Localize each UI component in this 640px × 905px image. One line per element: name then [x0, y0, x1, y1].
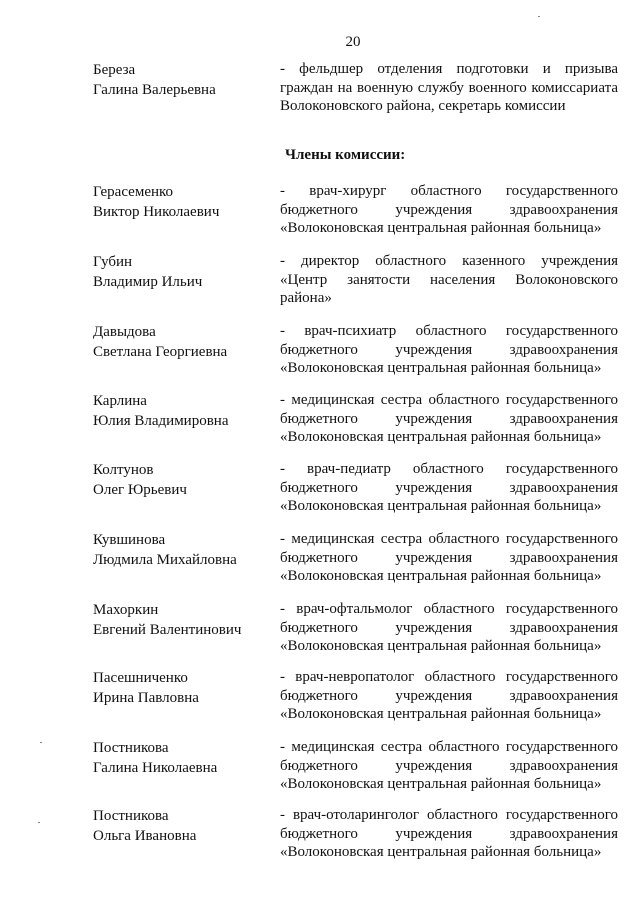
- member-role: - врач-отоларинголог областного государственного бюджетного учреждения здравоохранения «Волоконовская центральная районная больница»: [280, 807, 618, 860]
- member-name: [93, 460, 273, 500]
- member-last-name: Постникова: [93, 808, 169, 824]
- member-name: [93, 252, 273, 292]
- member-first-names: Галина Николаевна: [93, 760, 218, 776]
- member-first-names: Виктор Николаевич: [93, 204, 220, 220]
- member-last-name: Постникова: [93, 740, 169, 756]
- member-first-names: Олег Юрьевич: [93, 482, 187, 498]
- member-role: - медицинская сестра областного государственного бюджетного учреждения здравоохранения «Волоконовская центральная районная больница»: [280, 739, 618, 792]
- scan-speck: [40, 742, 42, 743]
- scan-speck: [538, 16, 540, 17]
- member-name: [93, 391, 273, 431]
- member-role: - врач-невропатолог областного государственного бюджетного учреждения здравоохранения «Волоконовская центральная районная больница»: [280, 669, 618, 722]
- member-last-name: Герасеменко: [93, 184, 174, 200]
- member-last-name: Давыдова: [93, 324, 156, 340]
- member-first-names: Юлия Владимировна: [93, 413, 229, 429]
- member-role: - медицинская сестра областного государственного бюджетного учреждения здравоохранения «Волоконовская центральная районная больница»: [280, 531, 618, 584]
- member-first-names: Ольга Ивановна: [93, 828, 197, 844]
- member-name: [93, 182, 273, 222]
- member-name: [93, 322, 273, 362]
- member-name: [93, 668, 273, 708]
- member-role: - врач-офтальмолог областного государственного бюджетного учреждения здравоохранения «Волоконовская центральная районная больница»: [280, 601, 618, 654]
- member-last-name: Махоркин: [93, 602, 159, 618]
- secretary-first-names: Галина Валерьевна: [93, 82, 216, 98]
- member-first-names: Ирина Павловна: [93, 690, 199, 706]
- secretary-name: [93, 60, 273, 100]
- member-name: [93, 738, 273, 778]
- member-name: [93, 600, 273, 640]
- member-role: - медицинская сестра областного государственного бюджетного учреждения здравоохранения «Волоконовская центральная районная больница»: [280, 392, 618, 445]
- member-first-names: Евгений Валентинович: [93, 622, 242, 638]
- member-last-name: Карлина: [93, 393, 147, 409]
- member-role: - врач-психиатр областного государственного бюджетного учреждения здравоохранения «Волоконовская центральная районная больница»: [280, 323, 618, 376]
- member-first-names: Людмила Михайловна: [93, 552, 237, 568]
- member-last-name: Кувшинова: [93, 532, 166, 548]
- secretary-role: - фельдшер отделения подготовки и призыва граждан на военную службу военного комиссариата Волоконовского района, секретарь комиссии: [280, 61, 618, 114]
- member-role: - врач-хирург областного государственного бюджетного учреждения здравоохранения «Волоконовская центральная районная больница»: [280, 183, 618, 236]
- member-last-name: Губин: [93, 254, 133, 270]
- member-name: [93, 530, 273, 570]
- member-role: - директор областного казенного учреждения «Центр занятости населения Волоконовского района»: [280, 253, 618, 306]
- member-last-name: Пасешниченко: [93, 670, 188, 686]
- member-first-names: Светлана Георгиевна: [93, 344, 228, 360]
- page-number: 20: [345, 34, 361, 50]
- secretary-last-name: Береза: [93, 62, 136, 78]
- member-role: - врач-педиатр областного государственного бюджетного учреждения здравоохранения «Волоконовская центральная районная больница»: [280, 461, 618, 514]
- member-name: [93, 806, 273, 846]
- members-heading: Члены комиссии:: [285, 147, 406, 163]
- scan-speck: [38, 822, 40, 823]
- member-last-name: Колтунов: [93, 462, 154, 478]
- member-first-names: Владимир Ильич: [93, 274, 203, 290]
